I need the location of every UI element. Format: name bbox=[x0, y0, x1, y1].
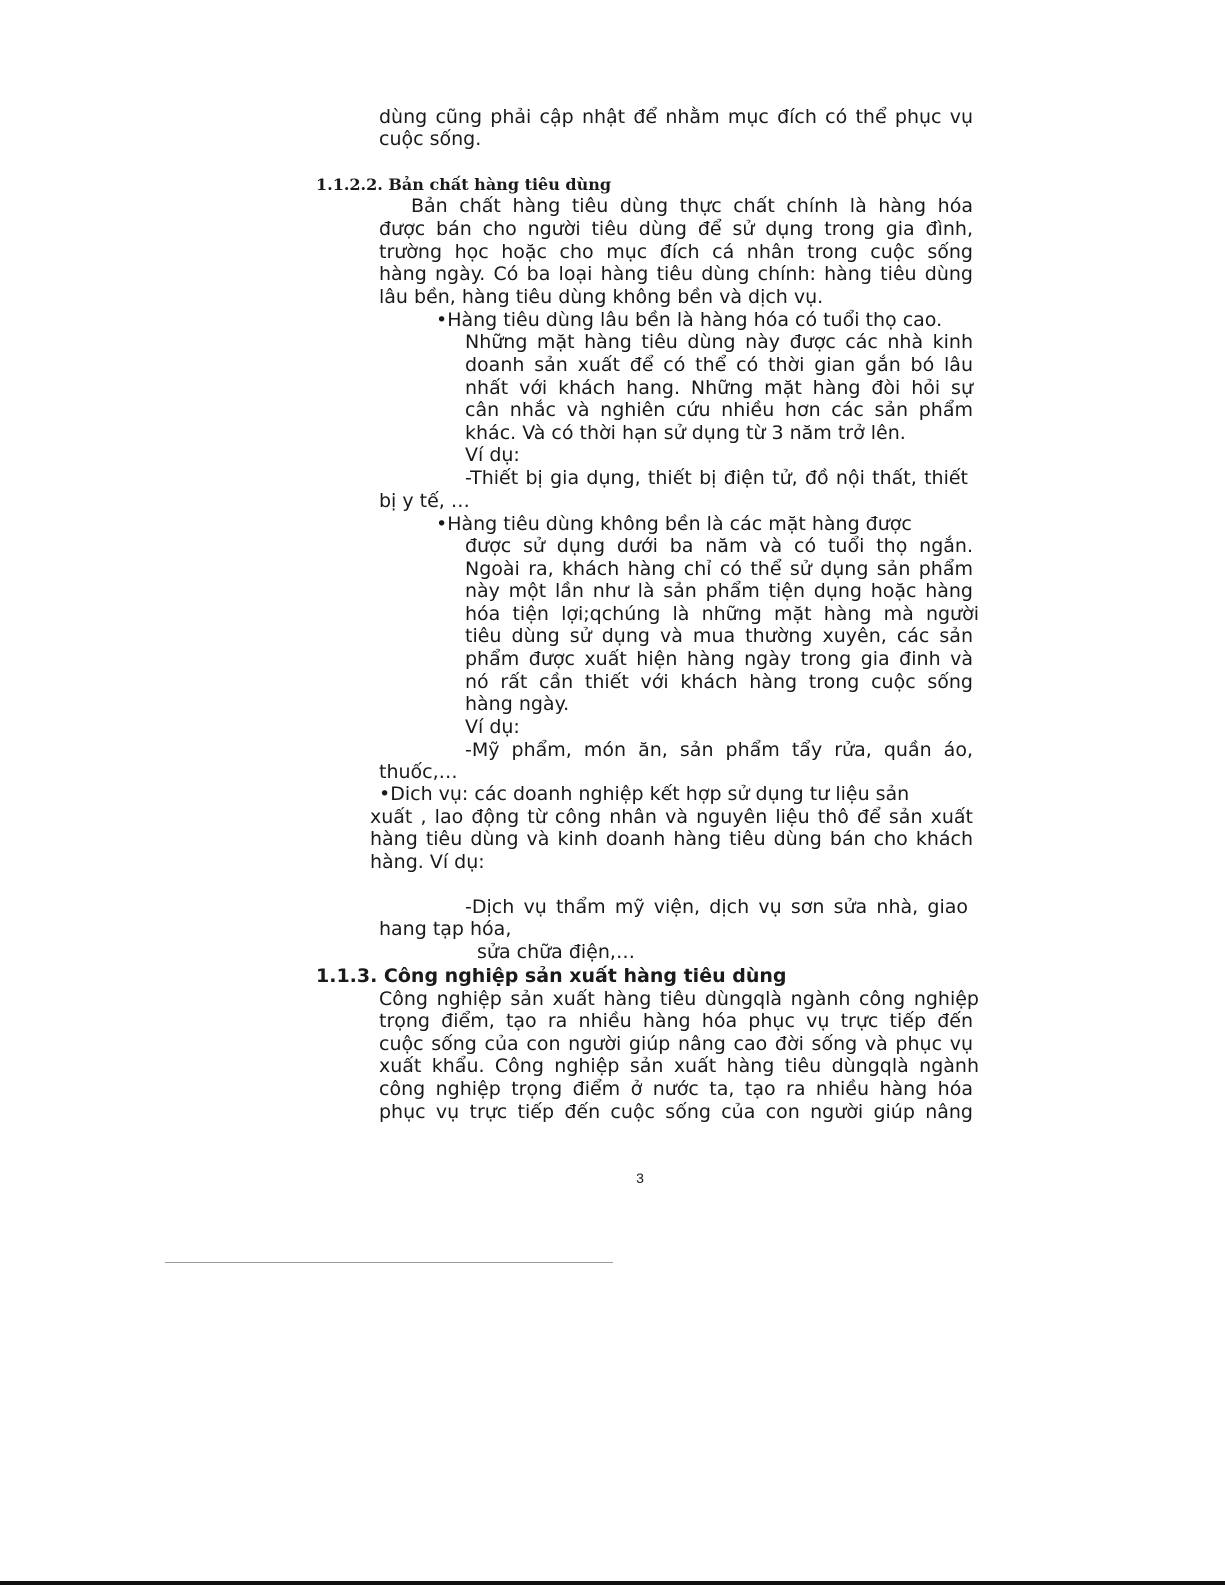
body-text-line: Những mặt hàng tiêu dùng này được các nhà kinh bbox=[465, 331, 973, 353]
body-text-line: xuất khẩu. Công nghiệp sản xuất hàng tiêu dùngqlà ngành bbox=[379, 1055, 979, 1077]
body-text-line: xuất , lao động từ công nhân và nguyên liệu thô để sản xuất bbox=[370, 806, 973, 828]
body-text-line: khác. Và có thời hạn sử dụng từ 3 năm trở lên. bbox=[465, 422, 906, 444]
body-text-line: được bán cho người tiêu dùng để sử dụng trong gia đình, bbox=[379, 218, 973, 240]
body-text-line: công nghiệp trọng điểm ở nước ta, tạo ra nhiều hàng hóa bbox=[379, 1078, 973, 1100]
body-text-line: phục vụ trực tiếp đến cuộc sống của con người giúp nâng bbox=[379, 1101, 973, 1123]
body-text-line: tiêu dùng sử dụng và mua thường xuyên, các sản bbox=[465, 625, 973, 647]
example-text: thuốc,… bbox=[379, 761, 458, 783]
body-text-line: hàng ngày. bbox=[465, 693, 570, 715]
example-text: bị y tế, … bbox=[379, 490, 470, 512]
example-label: Ví dụ: bbox=[465, 444, 520, 466]
page-bottom-edge bbox=[0, 1581, 1225, 1585]
section-heading: 1.1.3. Công nghiệp sản xuất hàng tiêu dùng bbox=[316, 965, 787, 987]
body-text-line: trường học hoặc cho mục đích cá nhân trong cuộc sống bbox=[379, 241, 973, 263]
body-text-line: cân nhắc và nghiên cứu nhiều hơn các sản phẩm bbox=[465, 399, 973, 421]
body-text-line: hàng. Ví dụ: bbox=[370, 851, 485, 873]
footnote-separator bbox=[165, 1262, 613, 1263]
example-text: hang tạp hóa, bbox=[379, 918, 512, 940]
body-text-line: doanh sản xuất để có thể có thời gian gắn bó lâu bbox=[465, 354, 973, 376]
body-text-line: Công nghiệp sản xuất hàng tiêu dùngqlà ngành công nghiệp bbox=[379, 988, 979, 1010]
body-text-line: dùng cũng phải cập nhật để nhằm mục đích có thể phục vụ bbox=[379, 106, 973, 128]
example-text: sửa chữa điện,… bbox=[477, 941, 635, 963]
body-text-line: cuộc sống. bbox=[379, 128, 482, 150]
example-text: -Mỹ phẩm, món ăn, sản phẩm tẩy rửa, quần áo, bbox=[465, 739, 973, 761]
page-number: 3 bbox=[636, 1170, 644, 1186]
example-text: -Thiết bị gia dụng, thiết bị điện tử, đồ nội thất, thiết bbox=[465, 467, 968, 489]
example-label: Ví dụ: bbox=[465, 716, 520, 738]
body-text-line: Ngoài ra, khách hàng chỉ có thể sử dụng sản phẩm bbox=[465, 558, 973, 580]
body-text-line: lâu bền, hàng tiêu dùng không bền và dịch vụ. bbox=[379, 286, 824, 308]
body-text-line: hàng tiêu dùng và kinh doanh hàng tiêu dùng bán cho khách bbox=[370, 828, 973, 850]
body-text-line: hóa tiện lợi;qchúng là những mặt hàng mà người bbox=[465, 603, 979, 625]
section-heading: 1.1.2.2. Bản chất hàng tiêu dùng bbox=[316, 175, 612, 194]
bullet-item: •Hàng tiêu dùng không bền là các mặt hàng được bbox=[436, 513, 912, 535]
body-text-line: nó rất cần thiết với khách hàng trong cuộc sống bbox=[465, 671, 973, 693]
body-text-line: Bản chất hàng tiêu dùng thực chất chính là hàng hóa bbox=[411, 195, 973, 217]
body-text-line: trọng điểm, tạo ra nhiều hàng hóa phục vụ trực tiếp đến bbox=[379, 1010, 973, 1032]
example-text: -Dịch vụ thẩm mỹ viện, dịch vụ sơn sửa nhà, giao bbox=[465, 896, 968, 918]
body-text-line: cuộc sống của con người giúp nâng cao đời sống và phục vụ bbox=[379, 1033, 973, 1055]
body-text-line: hàng ngày. Có ba loại hàng tiêu dùng chính: hàng tiêu dùng bbox=[379, 263, 973, 285]
body-text-line: nhất với khách hang. Những mặt hàng đòi hỏi sự bbox=[465, 377, 973, 399]
bullet-item: •Hàng tiêu dùng lâu bền là hàng hóa có tuổi thọ cao. bbox=[436, 309, 943, 331]
body-text-line: được sử dụng dưới ba năm và có tuổi thọ ngắn. bbox=[465, 535, 973, 557]
bullet-item: •Dich vụ: các doanh nghiệp kết hợp sử dụng tư liệu sản bbox=[379, 783, 910, 805]
body-text-line: này một lần như là sản phẩm tiện dụng hoặc hàng bbox=[465, 580, 973, 602]
body-text-line: phẩm được xuất hiện hàng ngày trong gia đinh và bbox=[465, 648, 973, 670]
